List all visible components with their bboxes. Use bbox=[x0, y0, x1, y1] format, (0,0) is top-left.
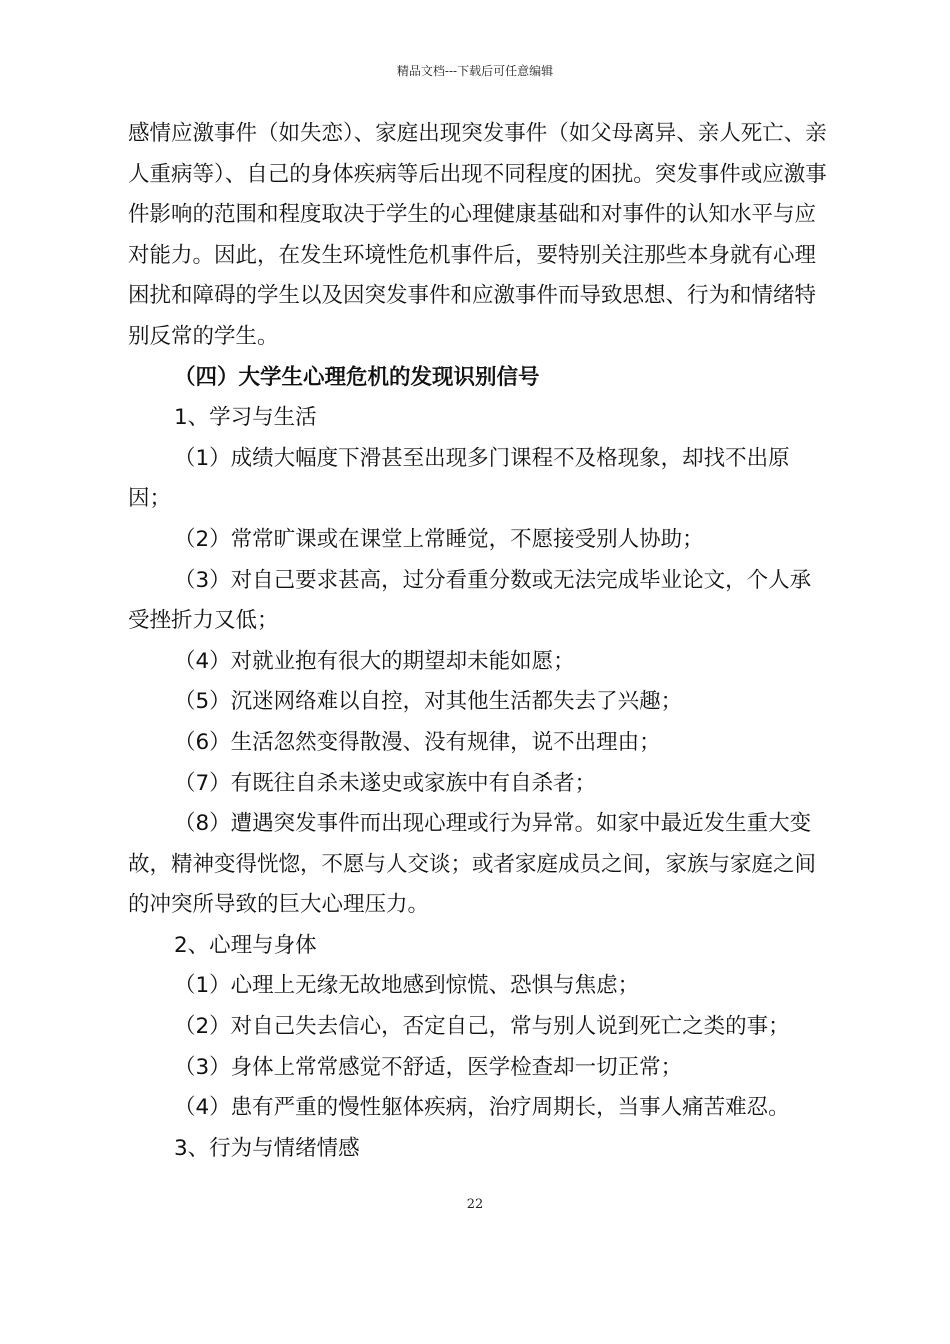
list-item: （1）成绩大幅度下滑甚至出现多门课程不及格现象，却找不出原因； bbox=[128, 445, 790, 512]
list-item: （5）沉迷网络难以自控，对其他生活都失去了兴趣； bbox=[174, 689, 683, 715]
list-item: （6）生活忽然变得散漫、没有规律，说不出理由； bbox=[174, 729, 661, 755]
list-item: （4）患有严重的慢性躯体疾病，治疗周期长，当事人痛苦难忍。 bbox=[174, 1095, 790, 1121]
list-item: （8）遭遇突发事件而出现心理或行为异常。如家中最近发生重大变故，精神变得恍惚，不愿与人交谈；或者家庭成员之间，家族与家庭之间的冲突所导致的巨大心理压力。 bbox=[128, 811, 817, 918]
list-item: （3）对自己要求甚高，过分看重分数或无法完成毕业论文，个人承受挫折力又低； bbox=[128, 567, 812, 634]
list-item: （1）心理上无缘无故地感到惊慌、恐惧与焦虑； bbox=[174, 973, 640, 999]
document-body bbox=[128, 114, 828, 1169]
list-item: （4）对就业抱有很大的期望却未能如愿； bbox=[174, 648, 575, 674]
list-item: （2）对自己失去信心，否定自己，常与别人说到死亡之类的事； bbox=[174, 1014, 790, 1040]
page-header: 精品文档---下载后可任意编辑 bbox=[396, 64, 554, 78]
subsection-title: 2、心理与身体 bbox=[174, 932, 317, 958]
subsection-title: 3、行为与情绪情感 bbox=[174, 1135, 360, 1161]
page-number: 22 bbox=[466, 1197, 484, 1212]
list-item: （7）有既往自杀未遂史或家族中有自杀者； bbox=[174, 770, 597, 796]
subsection-title: 1、学习与生活 bbox=[174, 405, 317, 431]
paragraph-intro: 感情应激事件（如失恋）、家庭出现突发事件（如父母离异、亲人死亡、亲人重病等）、自己的身体疾病等后出现不同程度的困扰。突发事件或应激事件影响的范围和程度取决于学生的心理健康基础和对事件的认知水平与应对能力。因此，在发生环境性危机事件后，要特别关注那些本身就有心理困扰和障碍的学生以及因突发事件和应激事件而导致思想、行为和情绪特别反常的学生。 bbox=[128, 121, 827, 349]
section-heading: （四）大学生心理危机的发现识别信号 bbox=[174, 364, 540, 390]
list-item: （2）常常旷课或在课堂上常睡觉，不愿接受别人协助； bbox=[174, 526, 704, 552]
list-item: （3）身体上常常感觉不舒适，医学检查却一切正常； bbox=[174, 1054, 683, 1080]
